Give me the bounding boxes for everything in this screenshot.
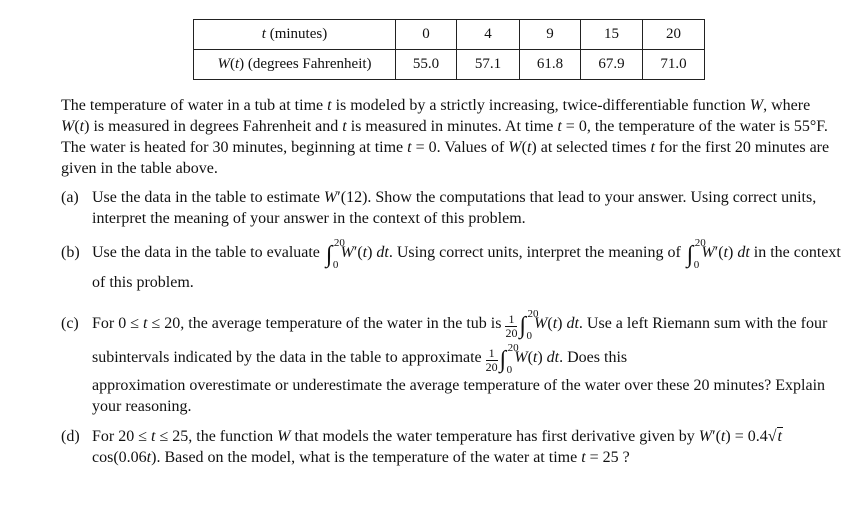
- part-b-label: (b): [61, 244, 80, 261]
- fraction: $\frac{1}{20}$: [485, 346, 498, 374]
- table-row-time: [194, 20, 705, 50]
- table-cell: 0: [396, 20, 457, 50]
- fraction: $\frac{1}{20}$: [505, 312, 518, 340]
- table-row-temperature: [194, 50, 705, 80]
- problem-intro: The temperature of water in a tub at time t is modeled by a strictly increasing, twice-differentiable function W, where W(t) is measured in degrees Fahrenheit and t is measured in minutes. At time t = 0, the temperature of the water is 55°F. The water is heated for 30 minutes, beginning at time t = 0. Values of W(t) at selected times t for the first 20 minutes are given in the table above.: [61, 97, 830, 177]
- data-table: [193, 19, 705, 80]
- part-b: (b) Use the data in the table to evaluate ∫ 20 0 W′(t) dt. Using correct units, interpret the meaning of ∫ 20 0 W′(t) dt in the context of this problem.: [61, 237, 841, 291]
- table-cell: 20: [643, 20, 705, 50]
- part-c-label: (c): [61, 315, 79, 332]
- integral-sign: ∫ 20 0: [686, 237, 706, 271]
- table-cell: 67.9: [581, 50, 643, 80]
- problem-text: [61, 95, 841, 468]
- table-cell: 4: [457, 20, 520, 50]
- part-c: (c) For 0 ≤ t ≤ 20, the average temperature of the water in the tub is $\frac{1}{20}$ ∫ 20 0 W(t) dt. Use a left Riemann sum with the four subintervals indicated by the data in the table to approximate $\frac{1}{20}$ ∫ 20 0 W(t) dt. Does this approximation overestimate or underestimate the average temperature of the water over these 20 minutes? Explain your reasoning.: [61, 308, 828, 415]
- table-cell: 15: [581, 20, 643, 50]
- integral-sign: ∫ 20 0: [519, 308, 539, 342]
- table-cell: 55.0: [396, 50, 457, 80]
- integral-sign: ∫ 20 0: [499, 342, 519, 376]
- table-cell: 57.1: [457, 50, 520, 80]
- part-d: (d) For 20 ≤ t ≤ 25, the function W that models the water temperature has first derivative given by W′(t) = 0.4√t cos(0.06t). Based on the model, what is the temperature of the water at time t = 25 ?: [61, 428, 782, 466]
- table-cell: 61.8: [520, 50, 581, 80]
- table-cell: 71.0: [643, 50, 705, 80]
- part-a-label: (a): [61, 189, 79, 206]
- table-header-time: t (minutes): [194, 20, 396, 50]
- integral-sign: ∫ 20 0: [325, 237, 345, 271]
- table-cell: 9: [520, 20, 581, 50]
- part-d-label: (d): [61, 428, 80, 445]
- part-a: (a) Use the data in the table to estimate W′(12). Show the computations that lead to your answer. Using correct units, interpret the meaning of your answer in the context of this problem.: [61, 189, 817, 227]
- table-header-temperature: W(t) (degrees Fahrenheit): [194, 50, 396, 80]
